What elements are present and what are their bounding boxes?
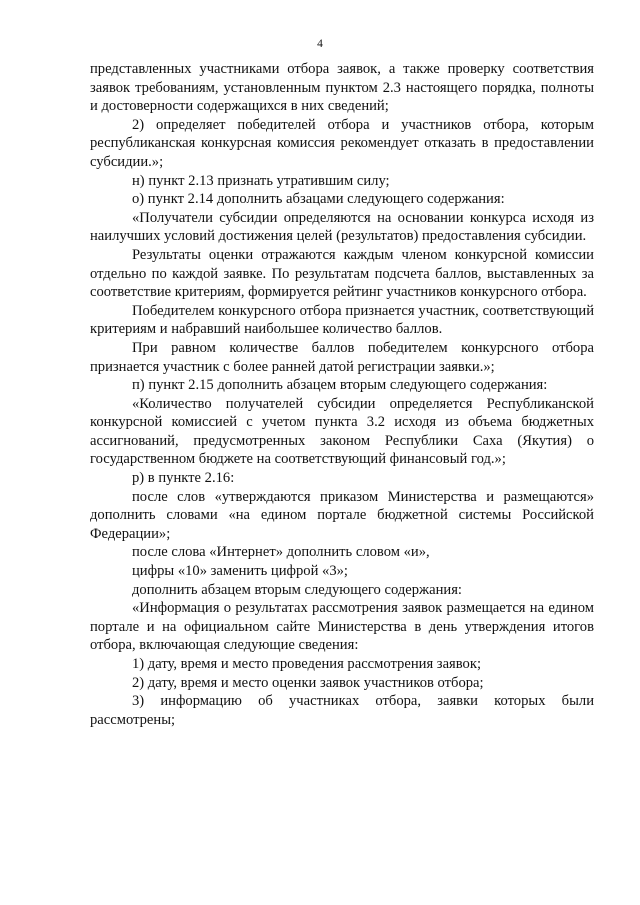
paragraph-winner: Победителем конкурсного отбора признается участник, соответствующий критериям и набравший наибольшее количество баллов. <box>90 302 594 338</box>
paragraph-equal-scores: При равном количестве баллов победителем конкурсного отбора признается участник с более ранней датой регистрации заявки.»; <box>90 339 594 375</box>
paragraph-list-3: 3) информацию об участниках отбора, заявки которых были рассмотрены; <box>90 693 594 728</box>
paragraph-add-second: дополнить абзацем вторым следующего содержания: <box>132 581 462 598</box>
document-body <box>90 60 594 729</box>
paragraph-evaluation-results: Результаты оценки отражаются каждым членом конкурсной комиссии отдельно по каждой заявке. По результатам подсчета баллов, выставленных за соответствие критериям, формируется рейтинг участников конкурсного отбора. <box>90 246 594 301</box>
paragraph-quote-information: «Информация о результатах рассмотрения заявок размещается на едином портале и на официальном сайте Министерства в день утверждения итогов отбора, включающая следующие сведения: <box>90 600 594 654</box>
paragraph-continuation: представленных участниками отбора заявок, а также проверку соответствия заявок требованиям, установленным пунктом 2.3 настоящего порядка, полноты и достоверности содержащихся в них сведений; <box>90 61 594 115</box>
paragraph-quote-recipients: «Получатели субсидии определяются на основании конкурса исходя из наилучших условий достижения целей (результатов) предоставления субсидии. <box>90 209 594 245</box>
paragraph-after-internet: после слова «Интернет» дополнить словом «и», <box>132 544 430 561</box>
paragraph-list-1: 1) дату, время и место проведения рассмотрения заявок; <box>132 656 481 672</box>
paragraph-replace-digits: цифры «10» заменить цифрой «3»; <box>132 563 348 580</box>
paragraph-item-p: п) пункт 2.15 дополнить абзацем вторым следующего содержания: <box>132 377 548 394</box>
paragraph-quote-quantity: «Количество получателей субсидии определяется Республиканской конкурсной комиссией с учетом пункта 3.2 исходя из объема бюджетных ассигнований, предусмотренных законом Республики Саха (Якутия) о государственном бюджете на соответствующий финансовый год.»; <box>90 395 594 468</box>
paragraph-item-r: р) в пункте 2.16: <box>132 470 235 487</box>
page-number: 4 <box>317 38 323 50</box>
paragraph-list-2: 2) дату, время и место оценки заявок участников отбора; <box>132 674 484 691</box>
paragraph-after-words: после слов «утверждаются приказом Министерства и размещаются» дополнить словами «на едином портале бюджетной системы Российской Федерации»; <box>90 488 594 542</box>
paragraph-item-n: н) пункт 2.13 признать утратившим силу; <box>132 172 390 189</box>
paragraph-item-o: о) пункт 2.14 дополнить абзацами следующего содержания: <box>132 191 505 208</box>
paragraph-item-2: 2) определяет победителей отбора и участников отбора, которым республиканская конкурсная комиссия рекомендует отказать в предоставлении субсидии.»; <box>90 116 594 170</box>
